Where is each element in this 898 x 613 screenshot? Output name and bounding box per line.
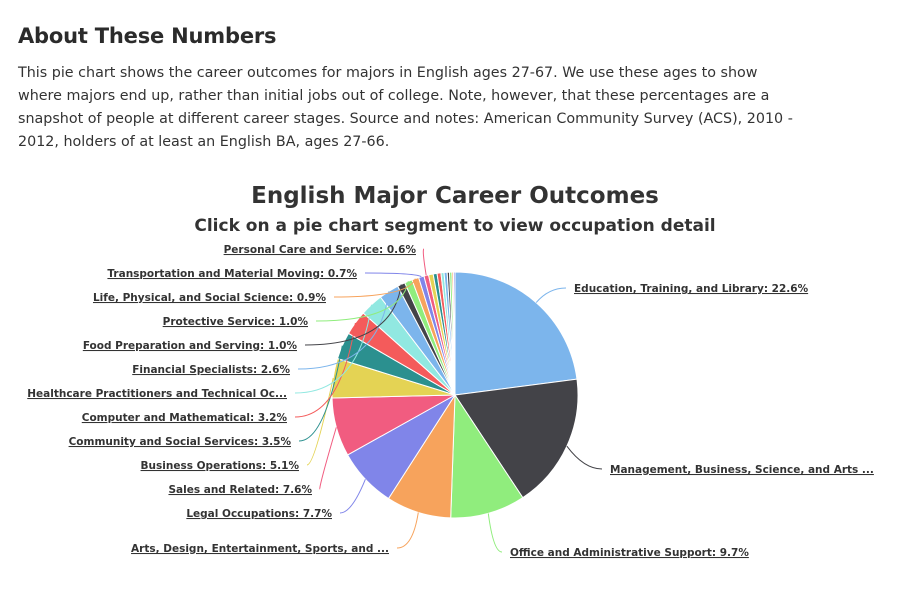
slice-label[interactable]: Food Preparation and Serving: 1.0% xyxy=(82,340,297,352)
slice-connector xyxy=(488,513,502,552)
section-description: This pie chart shows the career outcomes for majors in English ages 27-67. We use these ages to show where majors end up, rather than initial jobs out of college. Note, however, that these percentages are a snapshot of people at different career stages. Source and notes: American Community Survey (ACS), 2010 - 2012, holders of at least an English BA, ages 27-66. xyxy=(18,65,793,150)
slice-connector xyxy=(567,446,602,469)
pie-slices xyxy=(332,272,578,518)
slice-connector xyxy=(365,273,421,277)
slice-label[interactable]: Office and Administrative Support: 9.7% xyxy=(510,547,749,559)
slice-label[interactable]: Management, Business, Science, and Arts ... xyxy=(610,464,874,476)
slice-label[interactable]: Life, Physical, and Social Science: 0.9% xyxy=(92,292,326,304)
slice-connector xyxy=(320,427,336,489)
section-heading: About These Numbers xyxy=(18,24,277,48)
slice-label[interactable]: Computer and Mathematical: 3.2% xyxy=(81,412,287,424)
chart-title: English Major Career Outcomes xyxy=(251,183,659,209)
slice-connector xyxy=(340,479,365,513)
slice-connector xyxy=(536,288,566,303)
slice-label[interactable]: Protective Service: 1.0% xyxy=(162,316,308,328)
slice-label[interactable]: Arts, Design, Entertainment, Sports, and ... xyxy=(131,543,389,555)
slice-label[interactable]: Sales and Related: 7.6% xyxy=(168,484,312,496)
slice-label[interactable]: Financial Specialists: 2.6% xyxy=(132,364,290,376)
pie-slice[interactable] xyxy=(455,272,577,395)
chart-subtitle: Click on a pie chart segment to view occupation detail xyxy=(194,216,716,236)
slice-label[interactable]: Legal Occupations: 7.7% xyxy=(186,508,332,520)
slice-label[interactable]: Community and Social Services: 3.5% xyxy=(68,436,291,448)
slice-label[interactable]: Personal Care and Service: 0.6% xyxy=(223,244,416,256)
slice-label[interactable]: Education, Training, and Library: 22.6% xyxy=(574,283,809,295)
slice-connector xyxy=(397,512,418,548)
slice-label[interactable]: Business Operations: 5.1% xyxy=(140,460,299,472)
slice-label[interactable]: Healthcare Practitioners and Technical Oc... xyxy=(27,388,287,400)
pie-chart xyxy=(0,170,898,610)
slice-label[interactable]: Transportation and Material Moving: 0.7% xyxy=(107,268,357,280)
slice-connector xyxy=(423,249,426,275)
